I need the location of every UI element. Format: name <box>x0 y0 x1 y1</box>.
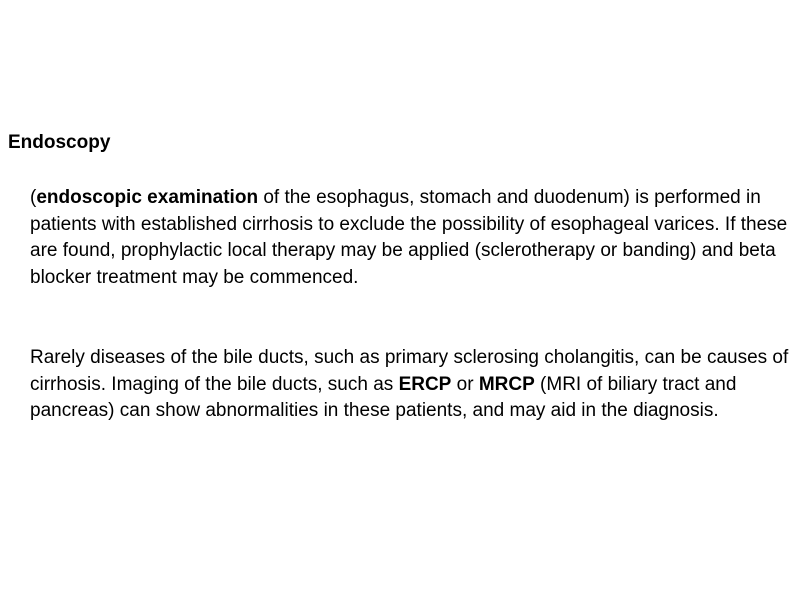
bold-term-mrcp: MRCP <box>478 373 535 395</box>
paragraph-2-text-b: (MRI of biliary tract and pancreas) can show abnormalities in these patients, and may aid in the diagnosis. <box>30 373 737 421</box>
bold-term-endoscopic-examination: endoscopic examination <box>36 187 259 208</box>
paragraph-1-text: of the esophagus, stomach and duodenum) is performed in patients with established cirrhosis to exclude the possibility of esophageal varices. If these are found, prophylactic local therapy may be applied (sclerotherapy or banding) and beta blocker treatment may be commenced. <box>30 187 788 288</box>
paragraph-endoscopy <box>30 185 790 291</box>
bold-term-ercp: ERCP <box>398 373 452 395</box>
paragraph-1-open-paren: ( <box>30 187 37 208</box>
paragraph-2-text-a: Rarely diseases of the bile ducts, such as primary sclerosing cholangitis, can be causes of cirrhosis. Imaging of the bile ducts, such as <box>30 347 789 395</box>
paragraph-bile-ducts <box>30 345 790 425</box>
paragraph-2-text-or: or <box>451 373 479 395</box>
slide-heading: Endoscopy <box>8 132 111 153</box>
